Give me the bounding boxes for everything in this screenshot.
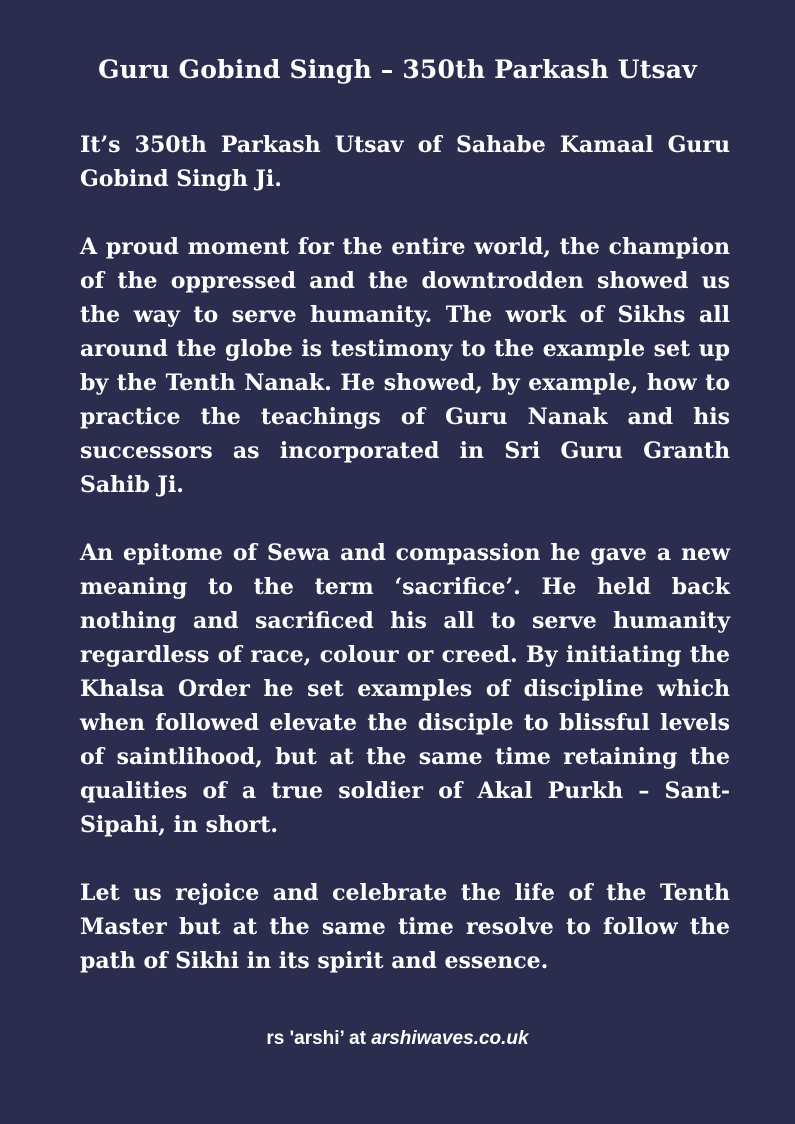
paragraph: It’s 350th Parkash Utsav of Sahabe Kamaal Guru Gobind Singh Ji. — [80, 132, 730, 192]
paragraph: An epitome of Sewa and compassion he gave a new meaning to the term ‘sacrifice’. He held back nothing and sacrificed his all to serve humanity regardless of race, colour or creed. By initiating the Khalsa Order he set examples of discipline which when followed elevate the disciple to blissful levels of saintlihood, but at the same time retaining the qualities of a true soldier of Akal Purkh – Sant-Sipahi, in short. — [80, 540, 730, 838]
page-title: Guru Gobind Singh – 350th Parkash Utsav — [98, 55, 697, 84]
paragraph: A proud moment for the entire world, the champion of the oppressed and the downtrodden showed us the way to serve humanity. The work of Sikhs all around the globe is testimony to the example set up by the Tenth Nanak. He showed, by example, how to practice the teachings of Guru Nanak and his successors as incorporated in Sri Guru Granth Sahib Ji. — [80, 234, 730, 498]
footer-credit — [0, 1028, 795, 1050]
article-body — [80, 128, 730, 1012]
website-name: arshiwaves.co.uk — [371, 1028, 529, 1049]
author-credit: rs 'arshi’ at — [266, 1028, 372, 1049]
paragraph: Let us rejoice and celebrate the life of the Tenth Master but at the same time resolve to follow the path of Sikhi in its spirit and essence. — [80, 880, 730, 974]
